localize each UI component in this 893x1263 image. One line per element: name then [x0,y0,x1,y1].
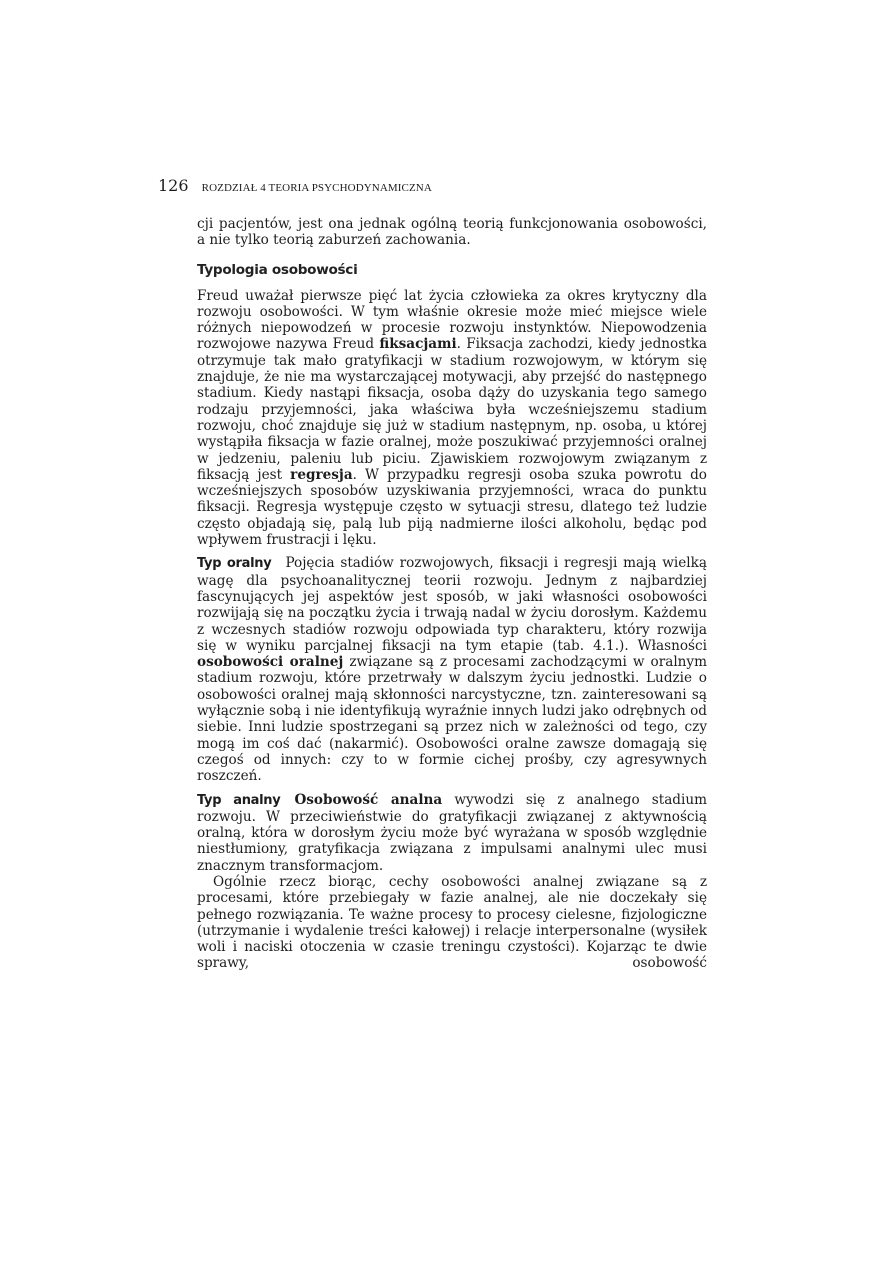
paragraph-text: wywodzi się z analnego stadium rozwoju. W przeciwieństwie do gratyfikacji związanej z aktywnością oralną, która w dorosłym życiu może być wyrażana w sposób względnie niestłumiony, gratyfikacja związana z impulsami analnymi ulec musi znacznym transformacjom. [197,791,708,874]
paragraph-text: . Fiksacja zachodzi, kiedy jednostka otrzymuje tak mało gratyfikacji w stadium rozwojowym, w którym się znajduje, że nie ma wystarczającej motywacji, aby przejść do następnego stadium. Kiedy nastąpi fiksacja, osoba dąży do uzyskania tego samego rodzaju przyjemności, jaka właściwa była wcześniejszemu stadium rozwoju, choć znajduje się już w stadium następnym, np. osoba, u której wystąpiła fiksacja w fazie oralnej, może poszukiwać przyjemności oralnej w jedzeniu, paleniu lub piciu. Zjawiskiem rozwojowym związanym z fiksacją jest [197,336,707,483]
paragraph-text: związane są z procesami zachodzącymi w oralnym stadium rozwoju, które przetrwały w dalszym życiu jednostki. Ludzie o osobowości oralnej mają skłonności narcystyczne, tzn. zainteresowani są wyłącznie sobą i nie identyfikują wyraźnie innych ludzi jako odrębnych od siebie. Inni ludzie spostrzegani są przez nich w zależności od tego, czy mogą im coś dać (nakarmić). Osobowości oralne zawsze domagają się czegoś od innych: czy to w formie cichej prośby, czy agresywnych roszczeń. [197,654,707,785]
paragraph-anal-continued: Ogólnie rzecz biorąc, cechy osobowości analnej związane są z procesami, które przebiegały w fazie analnej, ale nie doczekały się pełnego rozwiązania. Te ważne procesy to procesy cielesne, fizjologiczne (utrzymanie i wydalenie treści kałowej) i relacje interpersonalne (wysiłek woli i naciski otoczenia w czasie treningu czystości). Kojarząc te dwie sprawy, osobowość [197,873,707,972]
paragraph-anal-type [197,792,707,874]
paragraph-text: . W przypadku regresji osoba szuka powrotu do wcześniejszych sposobów uzyskiwania przyjemności, wraca do punktu fiksacji. Regresja występuje często w sytuacji stresu, dlatego też ludzie często objadają się, palą lub piją nadmierne ilości alkoholu, będąc pod wpływem frustracji i lęku. [197,466,707,549]
term-anal-personality: Osobowość analna [294,791,443,808]
term-fixation: fiksacjami [379,336,457,353]
paragraph-fixation [197,288,707,549]
intro-paragraph: cji pacjentów, jest ona jednak ogólną teorią funkcjonowania osobowości, a nie tylko teorią zaburzeń zachowania. [197,216,707,249]
body-text [197,216,707,972]
section-heading: Typologia osobowości [197,261,358,278]
running-head [158,176,718,198]
run-in-heading-anal: Typ analny [197,792,281,808]
paragraph-oral-type [197,555,707,784]
term-oral-personality: osobowości oralnej [197,654,344,671]
term-regression: regresja [290,466,353,483]
run-in-heading-oral: Typ oralny [197,556,272,572]
paragraph-text: Freud uważał pierwsze pięć lat życia człowieka za okres krytyczny dla rozwoju osobowości. W tym właśnie okresie może mieć miejsce wiele różnych niepowodzeń w procesie rozwoju instynktów. Niepowodzenia rozwojowe nazywa Freud [197,287,707,353]
paragraph-text: Pojęcia stadiów rozwojowych, fiksacji i regresji mają wielką wagę dla psychoanalitycznej teorii rozwoju. Jednym z najbardziej fascynujących jej aspektów jest sposób, w jaki własności osobowości rozwijają się na początku życia i trwają nadal w życiu dorosłym. Każdemu z wczesnych stadiów rozwoju odpowiada typ charakteru, który rozwija się w wyniku parcjalnej fiksacji na tym etapie (tab. 4.1.). Własności [197,555,707,654]
page-number: 126 [158,176,189,195]
running-title: ROZDZIAŁ 4 TEORIA PSYCHODYNAMICZNA [201,182,432,194]
